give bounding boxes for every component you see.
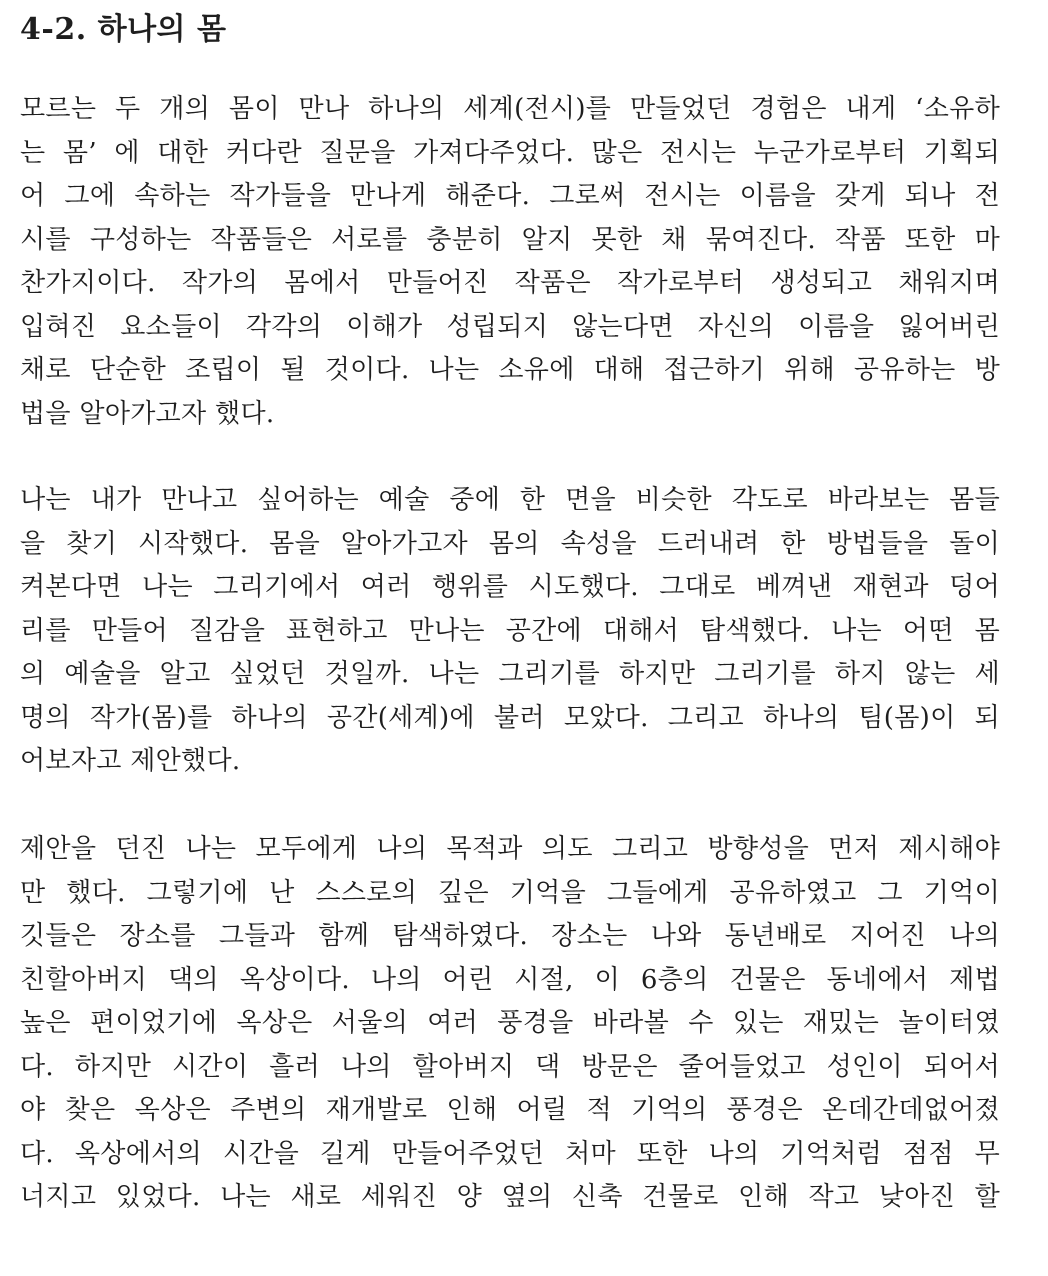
paragraph-line: 깃들은 장소를 그들과 함께 탐색하였다. 장소는 나와 동년배로 지어진 나의	[20, 921, 1000, 951]
paragraph-line: 시를 구성하는 작품들은 서로를 충분히 알지 못한 채 묶여진다. 작품 또한 마	[20, 224, 1000, 255]
paragraph-line: 찬가지이다. 작가의 몸에서 만들어진 작품은 작가로부터 생성되고 채워지며	[20, 268, 1000, 298]
paragraph-line: 의 예술을 알고 싶었던 것일까. 나는 그리기를 하지만 그리기를 하지 않는 세	[20, 659, 1000, 689]
section-heading: 4-2. 하나의 몸	[20, 12, 227, 47]
paragraph-line: 높은 편이었기에 옥상은 서울의 여러 풍경을 바라볼 수 있는 재밌는 놀이터였	[20, 1008, 1000, 1038]
paragraph-line: 을 찾기 시작했다. 몸을 알아가고자 몸의 속성을 드러내려 한 방법들을 돌이	[20, 528, 1000, 559]
paragraph-line: 다. 옥상에서의 시간을 길게 만들어주었던 처마 또한 나의 기억처럼 점점 무	[20, 1138, 1000, 1169]
paragraph-1	[20, 88, 1000, 436]
paragraph-line: 너지고 있었다. 나는 새로 세워진 양 옆의 신축 건물로 인해 작고 낮아진 할	[20, 1182, 1000, 1212]
paragraph-line: 채로 단순한 조립이 될 것이다. 나는 소유에 대해 접근하기 위해 공유하는 방	[20, 355, 1000, 385]
paragraph-line: 법을 알아가고자 했다.	[20, 398, 275, 429]
document-page	[20, 0, 1010, 1212]
paragraph-line: 모르는 두 개의 몸이 만나 하나의 세계(전시)를 만들었던 경험은 내게 ‘소유하	[20, 94, 1000, 124]
paragraph-line: 는 몸’ 에 대한 커다란 질문을 가져다주었다. 많은 전시는 누군가로부터 기획되	[20, 137, 1000, 168]
paragraph-line: 어보자고 제안했다.	[20, 746, 241, 776]
paragraph-line: 만 했다. 그렇기에 난 스스로의 깊은 기억을 그들에게 공유하였고 그 기억이	[20, 877, 1000, 908]
paragraph-line: 어 그에 속하는 작가들을 만나게 해준다. 그로써 전시는 이름을 갖게 되나 전	[20, 181, 1000, 211]
paragraph-line: 명의 작가(몸)를 하나의 공간(세계)에 불러 모았다. 그리고 하나의 팀(몸)이 되	[20, 702, 1000, 733]
paragraph-3	[20, 828, 1000, 1220]
paragraph-line: 리를 만들어 질감을 표현하고 만나는 공간에 대해서 탐색했다. 나는 어떤 몸	[20, 615, 1000, 646]
paragraph-line: 나는 내가 만나고 싶어하는 예술 중에 한 면을 비슷한 각도로 바라보는 몸들	[20, 485, 1000, 515]
paragraph-line: 다. 하지만 시간이 흘러 나의 할아버지 댁 방문은 줄어들었고 성인이 되어서	[20, 1051, 1000, 1082]
paragraph-line: 친할아버지 댁의 옥상이다. 나의 어린 시절, 이 6층의 건물은 동네에서 제법	[20, 964, 1000, 995]
paragraph-line: 제안을 던진 나는 모두에게 나의 목적과 의도 그리고 방향성을 먼저 제시해야	[20, 834, 1000, 864]
paragraph-line: 입혀진 요소들이 각각의 이해가 성립되지 않는다면 자신의 이름을 잃어버린	[20, 311, 1000, 342]
paragraph-line: 켜본다면 나는 그리기에서 여러 행위를 시도했다. 그대로 베껴낸 재현과 덩어	[20, 572, 1000, 602]
paragraph-2	[20, 479, 1000, 784]
paragraph-line: 야 찾은 옥상은 주변의 재개발로 인해 어릴 적 기억의 풍경은 온데간데없어졌	[20, 1095, 1000, 1125]
